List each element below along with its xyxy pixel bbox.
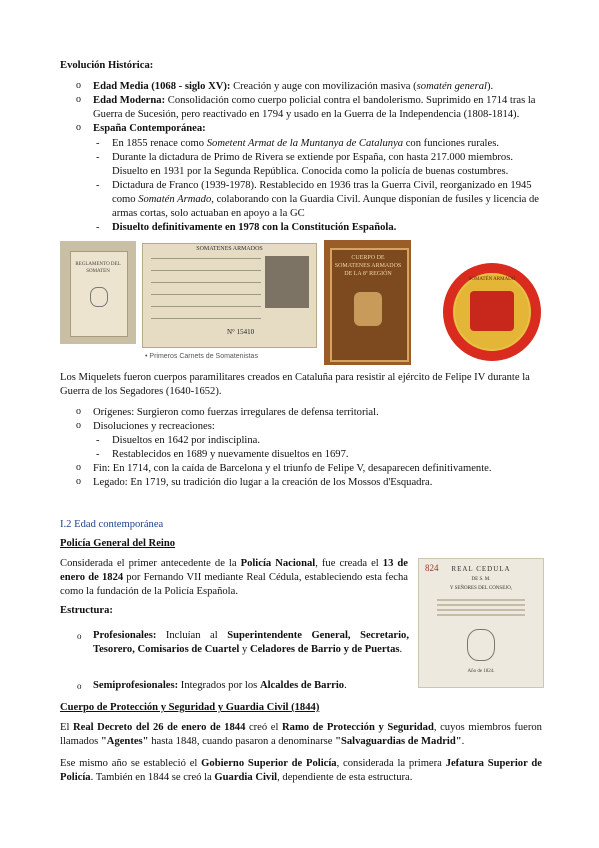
bullet-o: o (76, 80, 81, 91)
cedula-line: DE S. M. (471, 577, 491, 582)
card-number: N° 15410 (227, 328, 255, 336)
book-title: REGLAMENTO DEL SOMATEN (75, 262, 121, 274)
royal-crest-icon (467, 629, 495, 661)
portrait-photo (265, 256, 309, 308)
subheading: Policía General del Reino (60, 538, 176, 549)
bullet-o: o (76, 476, 81, 487)
image-caption: • Primeros Carnets de Somatenistas (145, 353, 258, 360)
bullet-o: o (76, 94, 81, 105)
list-item: Fin: En 1714, con la caída de Barcelona y el triunfo de Felipe V, desaparecen definitivamente. (93, 463, 492, 474)
subheading-2: Cuerpo de Protección y Seguridad y Guardia Civil (1844) (60, 702, 320, 713)
list-item: Edad Media (1068 - siglo XV): Creación y auge con movilización masiva (somatén general). (93, 81, 494, 92)
card-header: SOMATENES ARMADOS (196, 246, 263, 252)
sub-item: Dictadura de Franco (1939-1978). Restablecido en 1936 tras la Guerra Civil, reorganizado en 1945 como Somatén Armado, colaborando con la Guardia Civil. Aunque disponían de fusiles y licencia de armas cortas, solo actuaban en apoyo a la GC (112, 180, 539, 219)
paragraph: Considerada el primer antecedente de la Policía Nacional, fue creada el 13 de enero de 1824 por Fernando VII mediante Real Cédula, estableciendo esta fecha como la fundación de la Policía Española. (60, 558, 408, 597)
bullet-o: o (76, 462, 81, 473)
cedula-year: Año de 1824. (467, 669, 495, 674)
bullet-o: o (77, 631, 82, 641)
sub-item: Durante la dictadura de Primo de Rivera se extiende por España, con hasta 217.000 miembros. Disuelto en 1931 por la Segunda República. Conocida como la policía de buenas costumbres. (112, 152, 513, 177)
bullet-o: o (77, 681, 82, 691)
paragraph: Ese mismo año se estableció el Gobierno Superior de Policía, considerada la primera Jefatura Superior de Policía. También en 1844 se creó la Guardia Civil, dependiente de esta estructura. (60, 758, 542, 783)
list-item: España Contemporánea: (93, 123, 206, 134)
bullet-o: o (76, 420, 81, 431)
list-item: Edad Moderna: Consolidación como cuerpo policial contra el bandolerismo. Suprimido en 1714 tras la Guerra de Sucesión, pero reactivado en 1794 y usado en la Guerra de la Independencia (1808-1814). (93, 95, 536, 120)
list-item: Semiprofesionales: Integrados por los Alcaldes de Barrio. (93, 680, 347, 691)
estructura-heading: Estructura: (60, 605, 113, 616)
emblem-text: SOMATÉN ARMADO (468, 277, 516, 282)
cedula-title: REAL CEDULA (451, 565, 511, 573)
dash: - (96, 180, 100, 191)
sub-item: Disuelto definitivamente en 1978 con la Constitución Española. (112, 222, 397, 233)
list-item: Profesionales: Incluían al Superintendente General, Secretario, Tesorero, Comisarios de Cuartel y Celadores de Barrio y de Puertas. (93, 630, 409, 655)
somaten-emblem-image (443, 263, 541, 361)
section-heading-2: I.2 Edad contemporánea (60, 519, 164, 530)
list-item: Orígenes: Surgieron como fuerzas irregulares de defensa territorial. (93, 407, 379, 418)
carnet-image (142, 243, 317, 348)
cedula-line: Y SEÑORES DEL CONSEJO, (449, 586, 513, 591)
dash: - (96, 449, 100, 460)
list-item: Disoluciones y recreaciones: (93, 421, 215, 432)
somatenes-badge-image (324, 240, 411, 365)
handwritten-number: 824 (425, 563, 439, 573)
dash: - (96, 152, 100, 163)
dash: - (96, 222, 100, 233)
list-item: Legado: En 1719, su tradición dio lugar a la creación de los Mossos d'Esquadra. (93, 477, 433, 488)
bullet-o: o (76, 122, 81, 133)
emblem-icon (470, 291, 514, 331)
dash: - (96, 435, 100, 446)
sub-item: Disueltos en 1642 por indisciplina. (112, 435, 261, 446)
dash: - (96, 138, 100, 149)
paragraph: El Real Decreto del 26 de enero de 1844 creó el Ramo de Protección y Seguridad, cuyos miembros fueron llamados "Agentes" hasta 1848, cuando pasaron a denominarse "Salvaguardias de Madrid". (60, 722, 542, 747)
reglamento-book-image (60, 241, 136, 344)
sub-item: Restablecidos en 1689 y nuevamente disueltos en 1697. (112, 449, 349, 460)
section-heading: Evolución Histórica: (60, 60, 154, 71)
badge-text: CUERPO DE SOMATENES ARMADOS DE LA 8ª REGIÓN (334, 255, 402, 277)
crest-icon (90, 287, 108, 307)
shield-icon (354, 292, 382, 326)
bullet-o: o (76, 406, 81, 417)
miquelets-intro: Los Miquelets fueron cuerpos paramilitares creados en Cataluña para resistir al ejército de Felipe IV durante la Guerra de los Segadores (1640-1652). (60, 372, 530, 397)
real-cedula-image (418, 558, 544, 688)
sub-item: En 1855 renace como Sometent Armat de la Muntanya de Catalunya con funciones rurales. (112, 138, 499, 149)
